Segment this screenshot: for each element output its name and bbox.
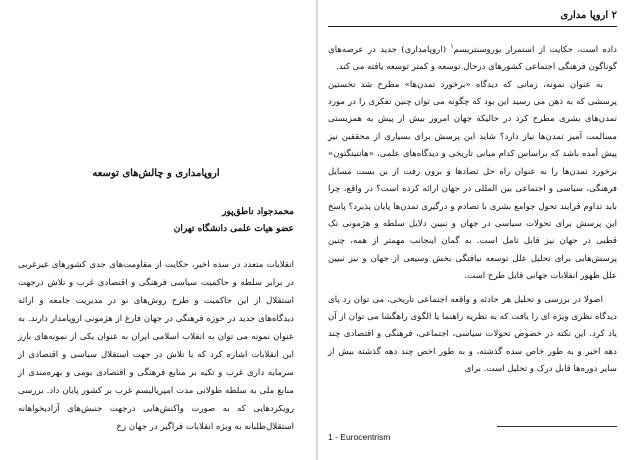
footnote [328,432,617,442]
footnote-marker: ۱ [450,43,454,50]
left-page [0,0,316,460]
author-name: محمدجواد ناطق‌پور [222,207,294,217]
running-head [328,10,617,21]
article-title: اروپامداری و چالش‌های توسعه [92,168,220,179]
body-paragraph-3: اصولا در بررسی و تحلیل هر حادثه و واقعه اجتماعی تاریخی، می توان رد پای دیدگاه نظری ویژه ای را یافت که به نظریه راهنما یا الگوی راهگشا می توان از آن یاد کرد. این نکته در خصوص تحولات سیاسی، اجتماعی، فرهنگی و اقتصادی چند دهه اخیر و به طور خاص سده گذشته، و به طور اخص چند دهه گذشته بیش از سایر دوره‌ها قابل درک و تحلیل است. برای [328,294,617,375]
page-number: ۲ [611,10,617,21]
abstract-paragraph: انقلابات متعدد در سده اخیر، حکایت از مقاومت‌های جدی کشورهای غیرغربی در برابر سلطه و حاکمیت سیاسی فرهنگی و اقتصادی غرب و تلاش درجهت استقلال از این حاکمیت و طرح روش‌های نو در مدیریت جامعه و ارائه دیدگاه‌های جدید در حوزه فرهنگی در جهان فارغ از هژمونی اروپامدار دارند. به عنوان نمونه می توان به انقلاب اسلامی ایران به عنوان یکی از نمونه‌های بارز این انقلابات اشاره کرد که با تلاش در جهت استقلال سیاسی و اقتصادی از سرمایه داری غرب و تکیه بر منابع فرهنگی و اقتصادی بومی و بهره‌مندی از منابع ملی به سلطه طولانی مدت امپریالیسم غرب بر کشور پایان داد. بررسی رویکردهایی که به صورت واکنش‌هایی درجهت جنبش‌های آزادیخواهانه استقلال‌طلبانه به ویژه انقلابات فراگیر در جهان رخ [18,260,294,432]
header-rule [328,26,617,27]
journal-title: اروپا مداری [560,10,609,21]
footnote-rule [497,426,617,427]
body-paragraph-1-text: داده است، حکایت از استمرار یوروسنتریسم$^۱$ (اروپامداری) جدید در عرصه‌های گوناگون فرهنگی اجتماعی کشورهای درحال توسعه و کمتر توسعه یافته می کند. [328,43,618,73]
body-paragraph-2: به عنوان نمونه، زمانی که دیدگاه «برخورد تمدن‌ها» مطرح شد نخستین پرسشی که به ذهن می رسید این بود که چگونه می توان چنین تفکری را در مورد تمدن‌های بشری مطرح کرد در حالیکه جهان امروز بیش از پیش به همزیستی مسالمت آمیز تمدن‌ها نیاز دارد؟ شاید این پرسش برای بسیاری از محققین نیز پیش آمده باشد که براساس کدام مبانی تاریخی و دیدگاه‌های علمی، «هانتینگتون» برخورد تمدن‌ها را به عنوان راه حل تضادها و برون رفت از بن بست مسایل فرهنگی، سیاسی و اجتماعی بین المللی در جهان ارائه کرده است؟ در واقع، چرا باید تداوم فرایند تحول جوامع بشری با تصادم و درگیری تمدن‌ها پایان پذیرد؟ پاسخ این پرسش برای تحولات سیاسی در جهان و تبیین دلایل سلطه و هژمونی تک قطبی در جهان نیز قابل تامل است. به گمان اینجانب مهمتر از همه، چنین پرسش‌هایی برای تحلیل علل توسعه نیافتگی بخش وسیعی از جهان و نیز تبیین علل ظهور انقلابات جهانی قابل طرح است. [328,79,617,282]
right-page [318,0,637,460]
author-affiliation: عضو هیات علمی دانشگاه تهران [173,224,294,234]
body-text [328,38,617,379]
body-paragraph-1 [328,38,617,77]
footnote-text: 1 - Eurocentrism [328,432,391,442]
